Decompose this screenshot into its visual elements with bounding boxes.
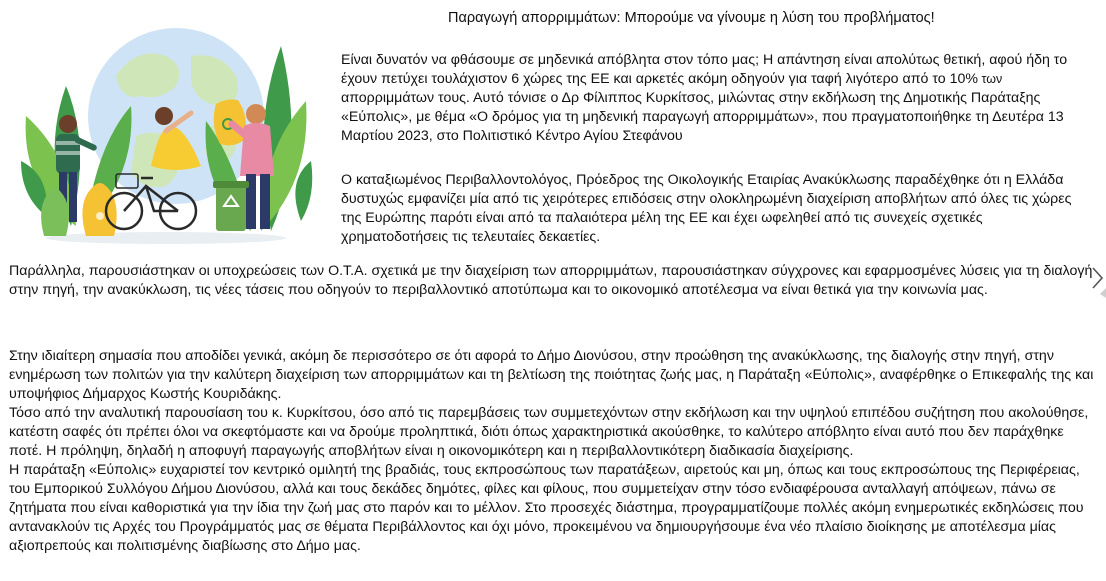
recycling-bin bbox=[213, 181, 249, 231]
recycling-earth-illustration bbox=[16, 6, 316, 256]
paragraph-1-main: Είναι δυνατόν να φθάσουμε σε μηδενικά απόβλητα στον τόπο μας; Η απάντηση είναι απολύτως θετική, αφού ήδη το έχουν πετύχει τουλάχιστον 6 χώρες της ΕΕ και αρκετές ακόμη οδηγούν για ταφή λιγότερο από το 10% bbox=[341, 52, 1068, 87]
chevron-right-icon[interactable] bbox=[1090, 264, 1106, 298]
paragraph-3: Παράλληλα, παρουσιάστηκαν οι υποχρεώσεις των Ο.Τ.Α. σχετικά με την διαχείριση των απορριμμάτων, παρουσιάστηκαν σύγχρονες και εφαρμοσμένες λύσεις για τη διαλογή στην πηγή, την ανακύκλωση, τις νέες τάσεις που οδηγούν το περιβαλλοντικό αποτύπωμα και το οικονομικό αποτέλεσμα να είναι θετικά για την κοινωνία μας. bbox=[9, 263, 1093, 298]
paragraph-4-part-2: Τόσο από την αναλυτική παρουσίαση του κ. Κυρκίτσου, όσο από τις παρεμβάσεις των συμμετεχόντων στην εκδήλωση και την υψηλού επιπέδου συζήτηση που ακολούθησε, κατέστη σαφές ότι πρέπει όλοι να σκεφτόμαστε και να δρούμε προληπτικά, διότι όπως χαρακτηριστικά ακούσθηκε, το καλύτερο απόβλητο είναι αυτό που δεν παράχθηκε ποτέ. Η πρόληψη, δηλαδή η αποφυγή παραγωγής αποβλήτων είναι η οικονομικότερη και η περιβαλλοντικότερη διαδικασία διαχείρισης. bbox=[9, 405, 1089, 459]
paragraph-1-small: των bbox=[977, 72, 1003, 86]
paragraph-1 bbox=[341, 51, 1093, 146]
paragraph-1-rest: απορριμμάτων τους. Αυτό τόνισε ο Δρ Φίλιππος Κυρκίτσος, μιλώντας στην εκδήλωση της Δημοτικής Παράταξης «Εύπολις», με θέμα «Ο δρόμος για τη μηδενική παραγωγή απορριμμάτων», που πραγματοποιήθηκε τη Δευτέρα 13 Μαρτίου 2023, στο Πολιτιστικό Κέντρο Αγίου Στεφάνου bbox=[341, 90, 1064, 144]
paragraph-4-part-1: Στην ιδιαίτερη σημασία που αποδίδει γενικά, ακόμη δε περισσότερο σε ότι αφορά το Δήμο Διονύσου, στην προώθηση της ανακύκλωσης, της διαλογής στην πηγή, στην ενημέρωση των πολιτών για την καλύτερη διαχείριση των απορριμμάτων και τη βελτίωση της ποιότητας ζωής μας, η Παράταξη «Εύπολις», αναφέρθηκε ο Επικεφαλής της και υποψήφιος Δήμαρχος Κωστής Κουριδάκης. bbox=[9, 348, 1094, 402]
article-title: Παραγωγή απορριμμάτων: Μπορούμε να γίνουμε η λύση του προβλήματος! bbox=[448, 10, 935, 26]
paragraph-4 bbox=[9, 347, 1095, 556]
paragraph-2: Ο καταξιωμένος Περιβαλλοντολόγος, Πρόεδρος της Οικολογικής Εταιρίας Ανακύκλωσης παραδέχθηκε ότι η Ελλάδα δυστυχώς εμφανίζει μία από τις χειρότερες επιδόσεις στην ολοκληρωμένη διαχείριση αποβλήτων από όλες τις χώρες της Ευρώπης παρότι είναι από τα παλαιότερα μέλη της ΕΕ και έχει ωφεληθεί από τις συνεχείς σχετικές χρηματοδοτήσεις τις τελευταίες δεκαετίες. bbox=[341, 172, 1072, 245]
paragraph-4-part-3: Η παράταξη «Εύπολις» ευχαριστεί τον κεντρικό ομιλητή της βραδιάς, τους εκπροσώπους των παρατάξεων, αιρετούς και μη, όπως και τους εκπροσώπους της Περιφέρειας, του Εμπορικού Συλλόγου Δήμου Διονύσου, αλλά και τους δεκάδες δημότες, φίλες και φίλους, που συμμετείχαν στην τόσο ενδιαφέρουσα ανταλλαγή απόψεων, πάνω σε ζητήματα που είναι καθοριστικά για την ίδια την ζωή μας στο παρόν και το μέλλον. Στο προσεχές διάστημα, προγραμματίζουμε πολλές ακόμη ενημερωτικές εκδηλώσεις που αντανακλούν τις Αρχές του Προγράμματός μας σε θέματα Περιβάλλοντος και όχι μόνο, προκειμένου να δημιουργήσουμε ένα νέο πλαίσιο διοίκησης με αποτέλεσμα μίας αξιοπρεπούς και πολιτισμένης διαβίωσης στο Δήμο μας. bbox=[9, 462, 1084, 554]
